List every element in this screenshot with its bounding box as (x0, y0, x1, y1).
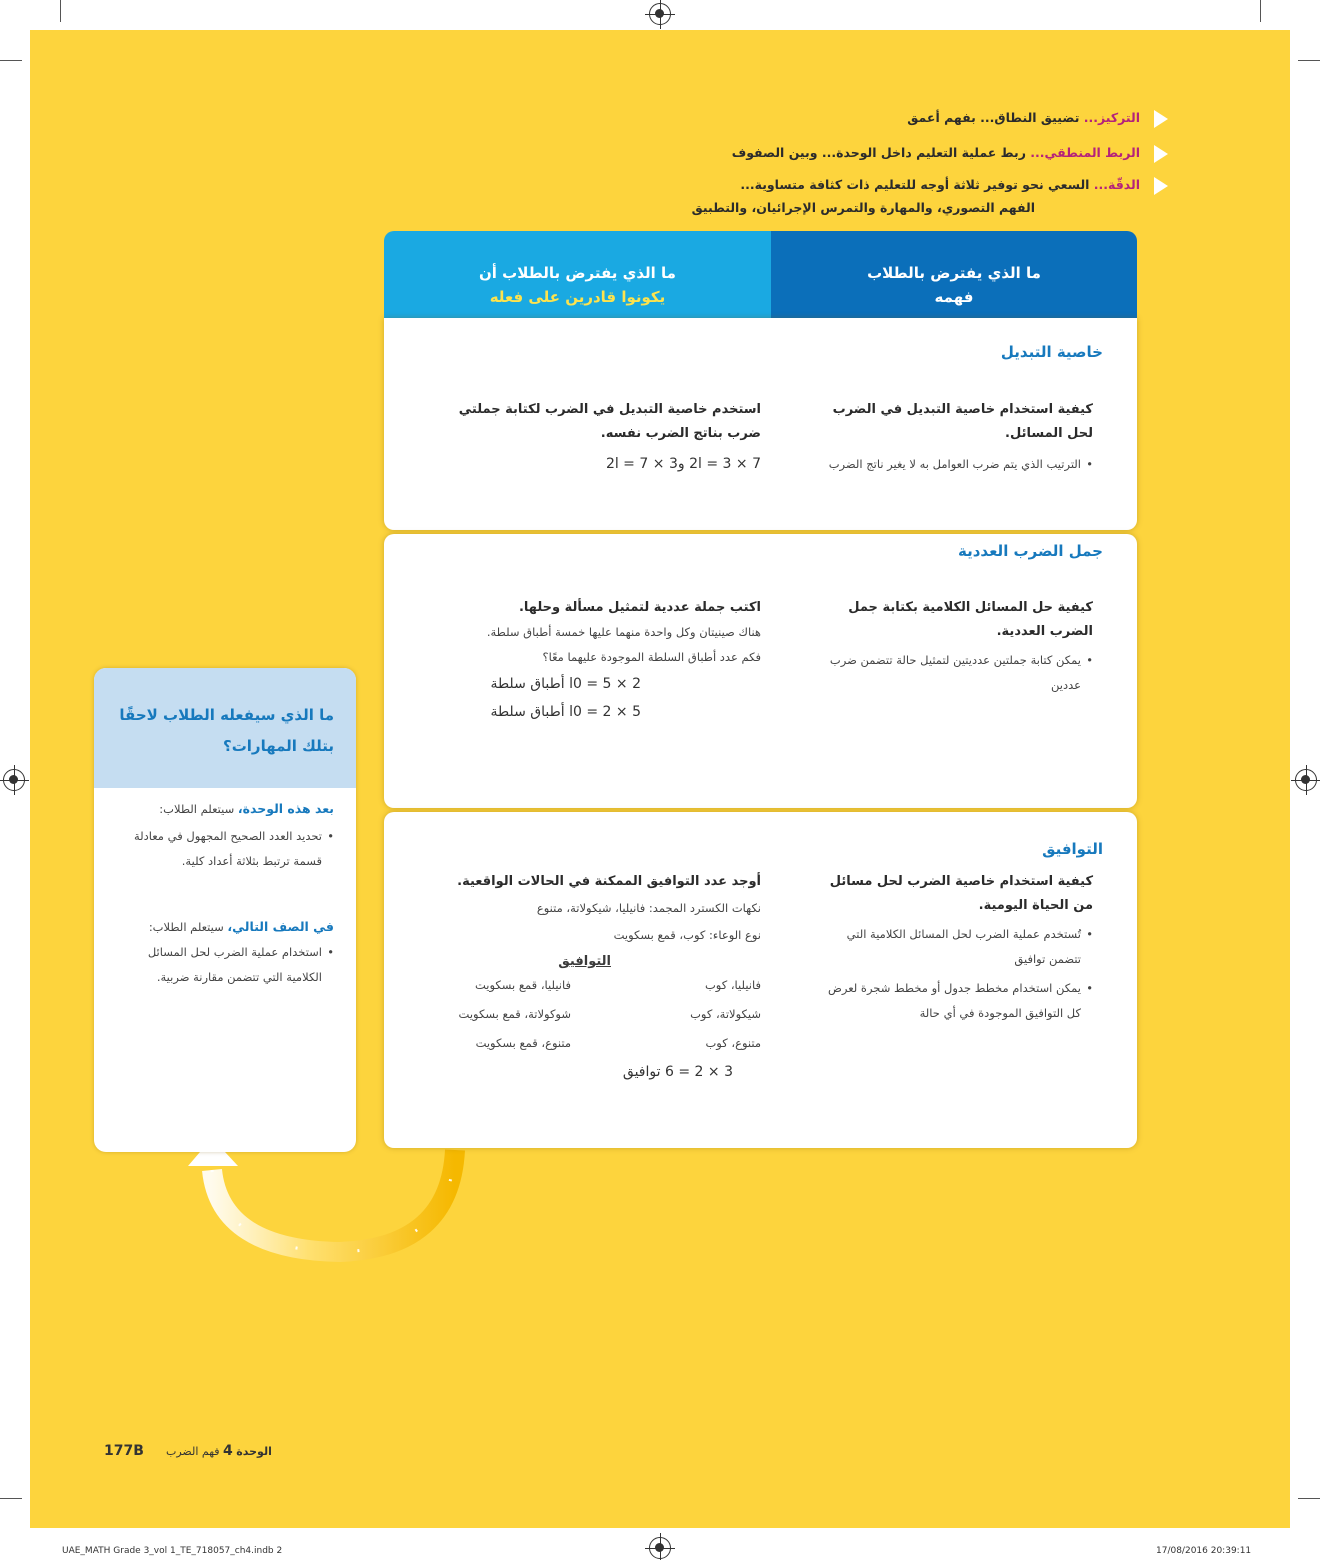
do-column-header (384, 231, 771, 318)
after-unit-bullet: • تحديد العدد الصحيح المجهول في معادلة قسمة ترتبط بثلاثة أعداد كلية. (109, 824, 334, 874)
combos-row (421, 1000, 761, 1029)
next-skills-header (94, 668, 356, 788)
coherence-line (732, 145, 1140, 160)
do-title: اكتب جملة عددية لتمثيل مسألة وحلها. (518, 600, 761, 615)
understand-cell (813, 596, 1093, 698)
understand-bullet: • تُستخدم عملية الضرب لحل المسائل الكلامية التي تتضمن توافيق (813, 922, 1093, 972)
coherence-keyword: الربط المنطقي... (1030, 145, 1140, 160)
crop-mark (0, 60, 22, 61)
do-text: نكهات الكسترد المجمد: فانيليا، شيكولاتة، متنوع (536, 901, 761, 915)
understand-title: كيفية استخدام خاصية الضرب لحل مسائل من الحياة اليومية. (829, 874, 1093, 913)
do-text: نوع الوعاء: كوب، قمع بسكويت (613, 928, 761, 942)
rigor-text: السعي نحو توفير ثلاثة أوجه للتعليم ذات كثافة متساوية... (740, 177, 1094, 192)
unit-title: فهم الضرب (166, 1445, 220, 1458)
combos-row (421, 971, 761, 1000)
do-header-line1: ما الذي يفترض بالطلاب أن (479, 264, 676, 282)
do-equation: 2 × 5 = l0 أطباق سلطة (490, 676, 641, 692)
pointer-arrow-icon (1154, 177, 1168, 195)
after-unit-key: بعد هذه الوحدة، (237, 801, 334, 816)
crop-mark (1298, 60, 1320, 61)
understand-bullet: • يمكن كتابة جملتين عدديتين لتمثيل حالة تتضمن ضرب عددين (813, 648, 1093, 698)
understand-cell (813, 870, 1093, 1026)
section-title: التوافيق (1042, 840, 1103, 858)
slug-file: UAE_MATH Grade 3_vol 1_TE_718057_ch4.indb 2 (62, 1546, 283, 1556)
crop-mark (1298, 1498, 1320, 1499)
understand-title: كيفية استخدام خاصية التبديل في الضرب لحل المسائل. (832, 402, 1093, 441)
understand-bullet: • الترتيب الذي يتم ضرب العوامل به لا يغير ناتج الضرب (813, 452, 1093, 477)
understand-column-header (771, 231, 1137, 318)
section-commutative (384, 318, 1137, 530)
crop-mark (0, 1498, 22, 1499)
registration-mark-icon (649, 1537, 671, 1559)
do-cell (421, 398, 761, 478)
focus-keyword: التركيز... (1083, 110, 1140, 125)
do-text: هناك صينيتان وكل واحدة منهما عليها خمسة أطباق سلطة. (486, 625, 761, 639)
do-equation: 3 × 2 = 6 توافيق (622, 1064, 733, 1080)
pointer-arrow-icon (1154, 110, 1168, 128)
next-grade-rest: سيتعلم الطلاب: (148, 920, 228, 934)
combos-heading-wrap (421, 950, 761, 969)
do-header-line2: يكونوا قادرين على فعله (489, 288, 666, 306)
crop-mark (1260, 0, 1261, 22)
section-number-sentences (384, 534, 1137, 808)
combo-cell: شيكولاتة، كوب (690, 1007, 761, 1021)
combo-cell: متنوع، قمع بسكويت (475, 1036, 571, 1050)
understand-cell (813, 398, 1093, 477)
next-grade-bullet: • استخدام عملية الضرب لحل المسائل الكلامية التي تتضمن مقارنة ضربية. (109, 940, 334, 990)
combos-title: التوافيق (558, 954, 611, 969)
do-cell (421, 870, 761, 1086)
combos-row (421, 1029, 761, 1058)
do-equation: 5 × 2 = l0 أطباق سلطة (490, 704, 641, 720)
table-header (384, 231, 1137, 318)
next-skills-box (94, 668, 356, 1152)
page-footer (104, 1443, 144, 1459)
do-equation: 7 × 3 = 2l و3 × 7 = 2l (605, 456, 761, 472)
combo-cell: شوكولاتة، قمع بسكويت (458, 1007, 571, 1021)
rigor-line-2: الفهم التصوري، والمهارة والتمرس الإجرائيان، والتطبيق (691, 200, 1035, 215)
coherence-text: ربط عملية التعليم داخل الوحدة... وبين الصفوف (731, 145, 1031, 160)
registration-mark-icon (3, 769, 25, 791)
focus-text: تضييق النطاق... بفهم أعمق (907, 110, 1084, 125)
understand-header-line2: فهمه (934, 288, 974, 306)
combo-cell: فانيليا، كوب (704, 978, 761, 992)
crop-mark (60, 0, 61, 22)
unit-number: 4 (223, 1443, 233, 1459)
pointer-arrow-icon (1154, 145, 1168, 163)
after-unit-rest: سيتعلم الطلاب: (159, 802, 238, 816)
next-skills-title: ما الذي سيفعله الطلاب لاحقًا بتلك المهارات؟ (119, 706, 334, 755)
do-title: أوجد عدد التوافيق الممكنة في الحالات الواقعية. (457, 874, 761, 889)
combo-cell: متنوع، كوب (705, 1036, 761, 1050)
understand-title: كيفية حل المسائل الكلامية بكتابة جمل الضرب العددية. (848, 600, 1093, 639)
combos-table (421, 971, 761, 1058)
understand-header-line1: ما الذي يفترض بالطلاب (867, 264, 1041, 282)
section-combinations (384, 812, 1137, 1148)
unit-label: الوحدة (236, 1445, 272, 1458)
rigor-keyword: الدقّة... (1093, 177, 1140, 192)
do-title: استخدم خاصية التبديل في الضرب لكتابة جملتي ضرب بناتج الضرب نفسه. (458, 402, 761, 441)
focus-line (907, 110, 1140, 125)
section-title: خاصية التبديل (1000, 343, 1103, 361)
section-title: جمل الضرب العددية (958, 542, 1103, 560)
next-grade-key: في الصف التالي، (227, 919, 334, 934)
page-number: 177B (104, 1443, 144, 1459)
rigor-line (740, 177, 1140, 192)
next-grade-block (109, 914, 334, 990)
after-unit-block (109, 796, 334, 874)
do-cell (421, 596, 761, 726)
understand-bullet: • يمكن استخدام مخطط جدول أو مخطط شجرة لعرض كل التوافيق الموجودة في أي حالة (813, 976, 1093, 1026)
unit-footer (166, 1443, 272, 1459)
combo-cell: فانيليا، قمع بسكويت (475, 978, 571, 992)
registration-mark-icon (649, 3, 671, 25)
registration-mark-icon (1295, 769, 1317, 791)
slug-date: 17/08/2016 20:39:11 (1156, 1546, 1252, 1556)
do-text: فكم عدد أطباق السلطة الموجودة عليهما معًا؟ (542, 650, 761, 664)
